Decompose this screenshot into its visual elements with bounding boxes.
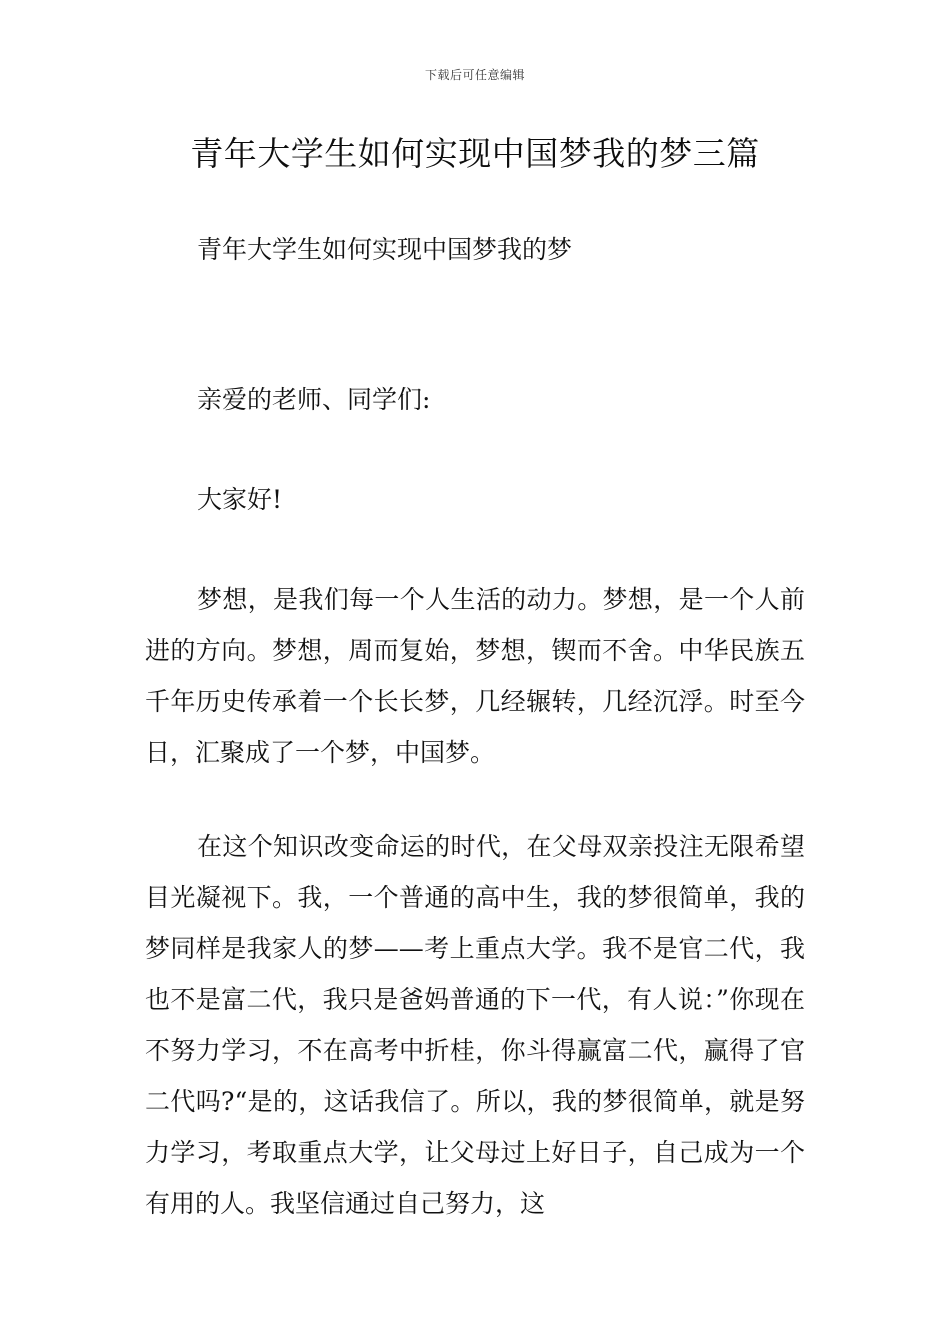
- document-subtitle: 青年大学生如何实现中国梦我的梦: [197, 235, 573, 264]
- salutation: 亲爱的老师、同学们:: [197, 385, 431, 414]
- document-title: 青年大学生如何实现中国梦我的梦三篇: [190, 134, 760, 173]
- greeting: 大家好!: [197, 485, 283, 514]
- paragraph-knowledge: 在这个知识改变命运的时代，在父母双亲投注无限希望目光凝视下。我，一个普通的高中生，我的梦很简单，我的梦同样是我家人的梦——考上重点大学。我不是官二代，我也不是富二代，我只是爸妈普通的下一代，有人说：”你现在不努力学习，不在高考中折桂，你斗得赢富二代，赢得了官二代吗?“是的，这话我信了。所以，我的梦很简单，就是努力学习，考取重点大学，让父母过上好日子，自己成为一个有用的人。我坚信通过自己努力，这: [145, 832, 805, 1218]
- paragraph-dream: 梦想，是我们每一个人生活的动力。梦想，是一个人前进的方向。梦想，周而复始，梦想，锲而不舍。中华民族五千年历史传承着一个长长梦，几经辗转，几经沉浮。时至今日，汇聚成了一个梦，中国梦。: [145, 585, 805, 767]
- header-note: 下载后可任意编辑: [424, 68, 525, 82]
